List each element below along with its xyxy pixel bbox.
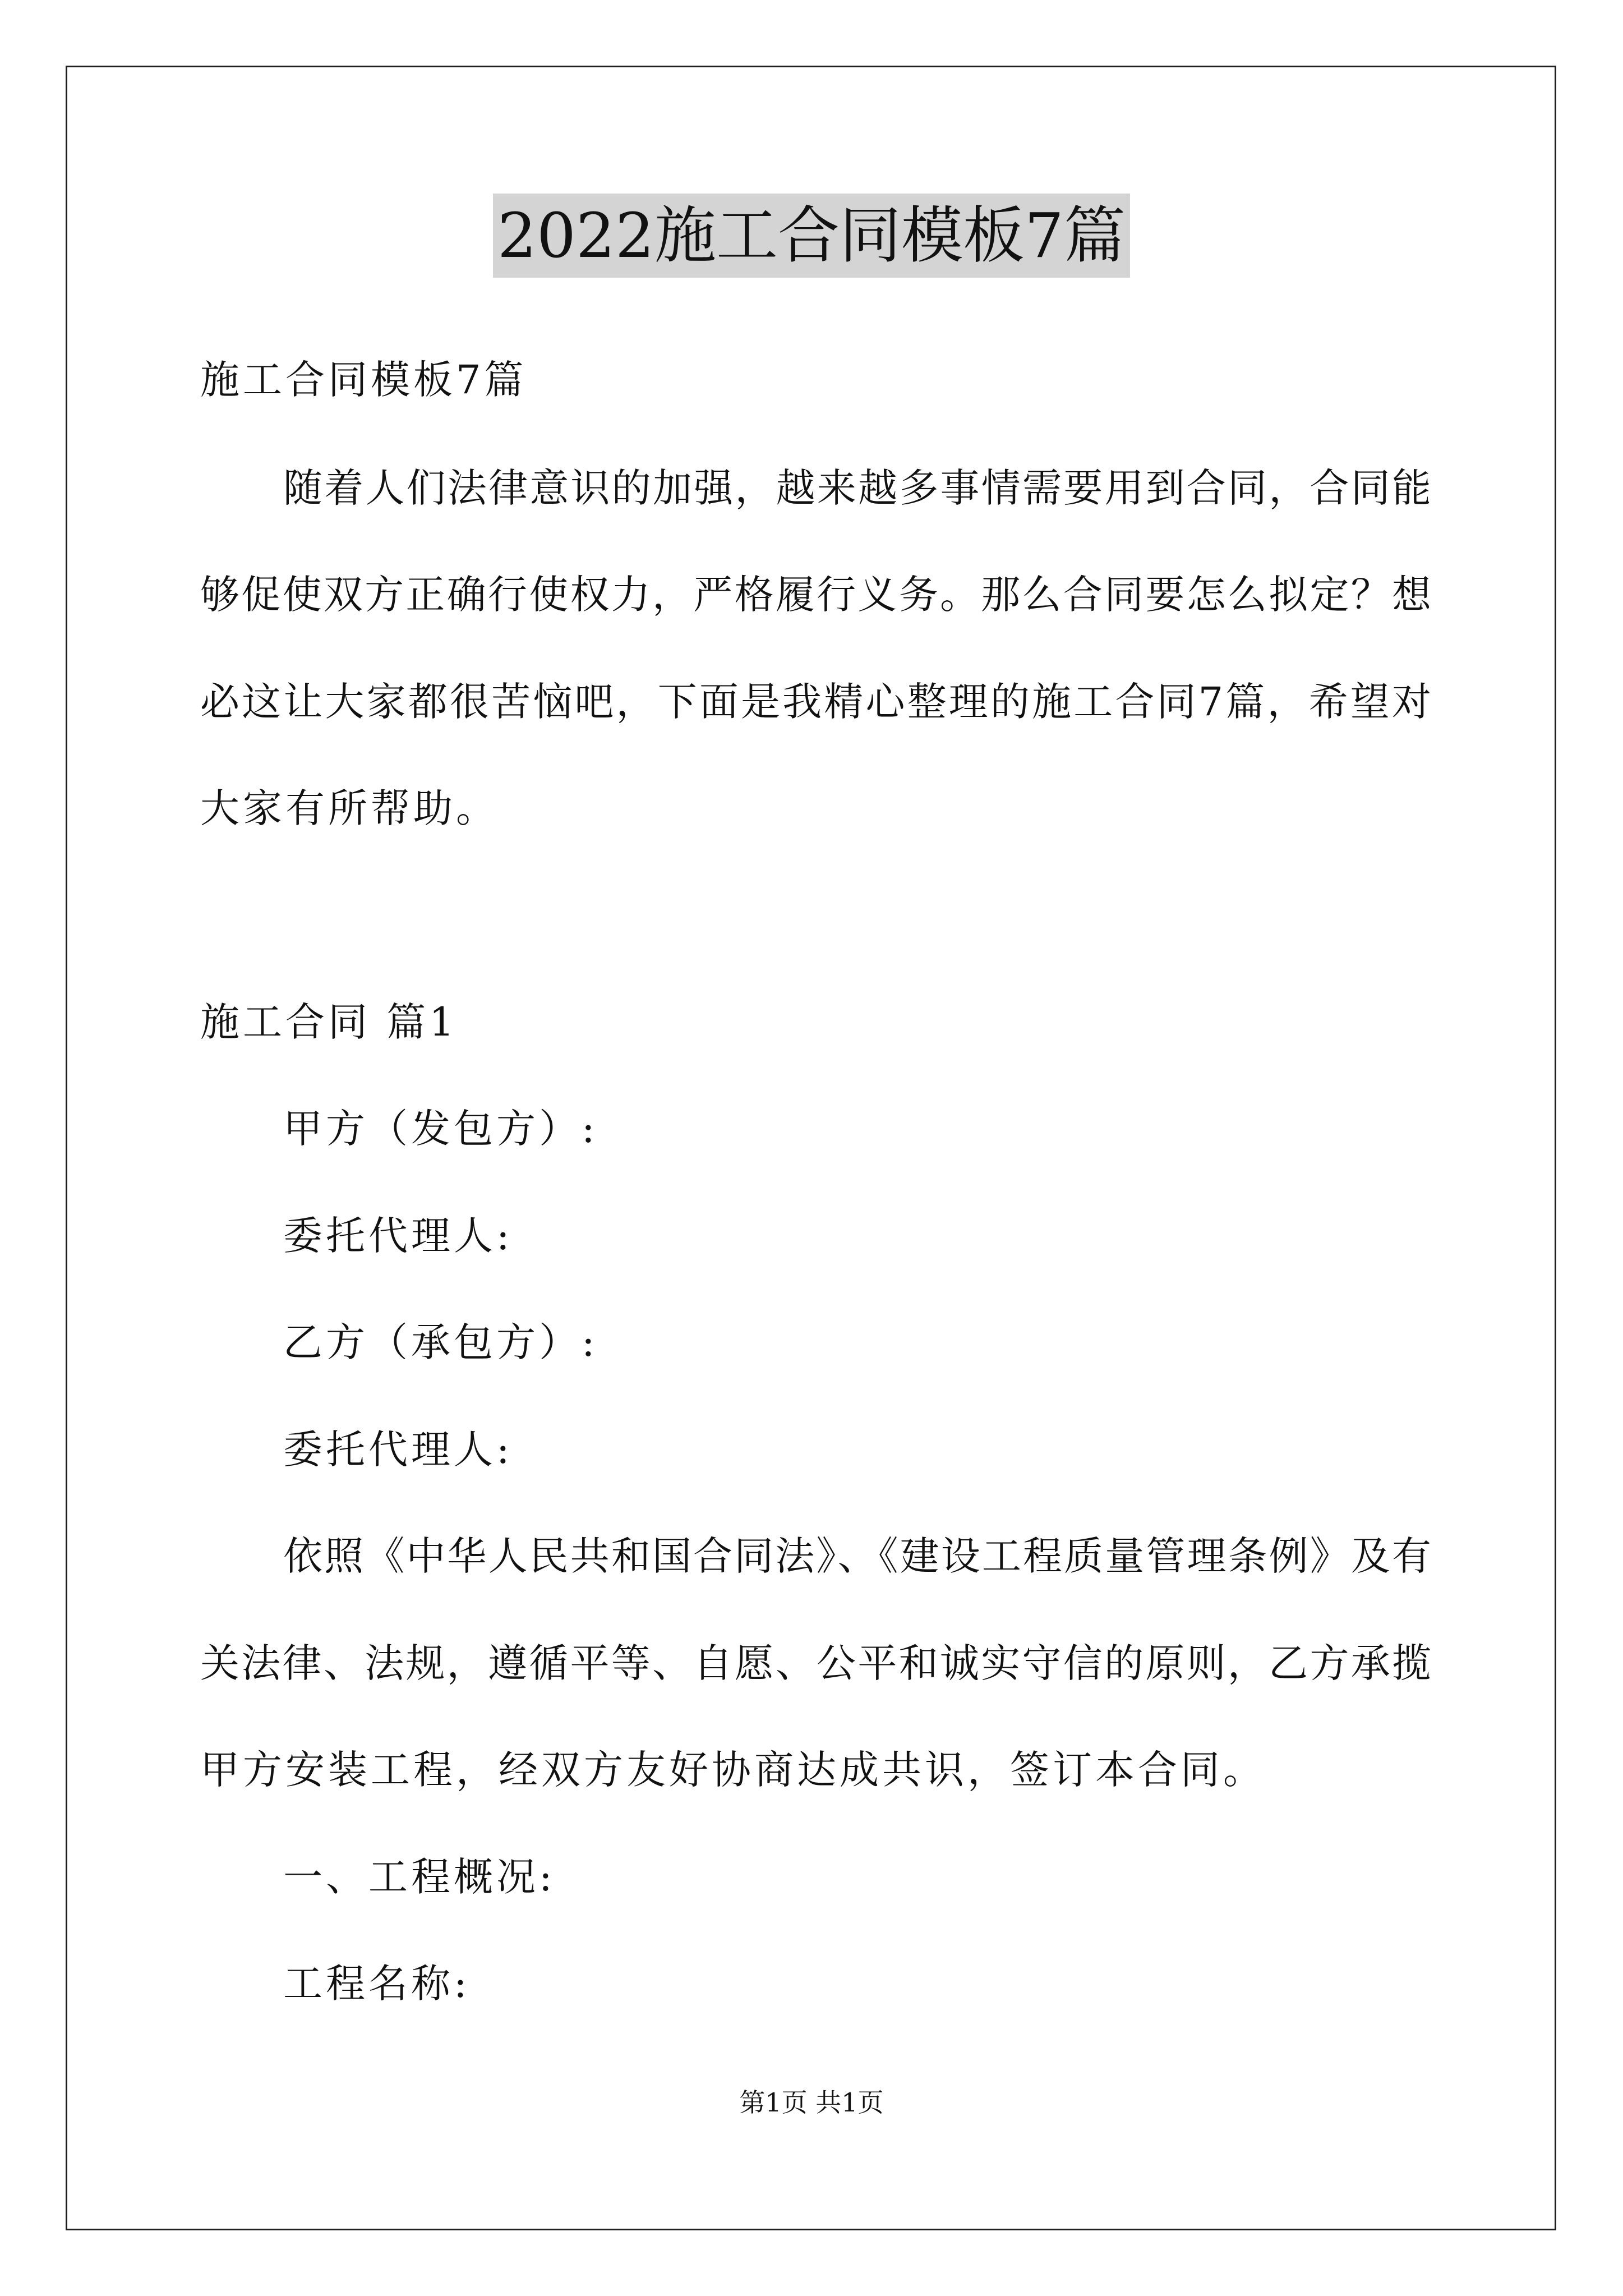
intro-line-4: 大家有所帮助。 — [200, 785, 499, 831]
section-heading: 施工合同 篇1 — [200, 999, 458, 1045]
party-b-label: 乙方（承包方）: — [283, 1319, 598, 1365]
title-container — [0, 194, 1623, 278]
intro-line-1: 随着人们法律意识的加强，越来越多事情需要用到合同，合同能 — [283, 465, 1431, 511]
clause-1-heading: 一、工程概况: — [283, 1854, 556, 1900]
document-subtitle: 施工合同模板7篇 — [200, 357, 527, 403]
intro-line-3: 必这让大家都很苦恼吧，下面是我精心整理的施工合同7篇，希望对 — [200, 679, 1431, 725]
project-name-label: 工程名称: — [283, 1961, 471, 2007]
document-title: 2022施工合同模板7篇 — [493, 194, 1130, 278]
party-a-label: 甲方（发包方）: — [283, 1106, 598, 1152]
basis-line-2: 关法律、法规，遵循平等、自愿、公平和诚实守信的原则，乙方承揽 — [200, 1640, 1431, 1686]
agent-a-label: 委托代理人: — [283, 1213, 513, 1259]
basis-line-3: 甲方安装工程，经双方友好协商达成共识，签订本合同。 — [200, 1747, 1266, 1793]
basis-line-1: 依照《中华人民共和国合同法》、《建设工程质量管理条例》及有 — [283, 1533, 1431, 1579]
page-footer: 第1页 共1页 — [739, 2087, 884, 2118]
intro-line-2: 够促使双方正确行使权力，严格履行义务。那么合同要怎么拟定？想 — [200, 572, 1431, 618]
agent-b-label: 委托代理人: — [283, 1427, 513, 1473]
